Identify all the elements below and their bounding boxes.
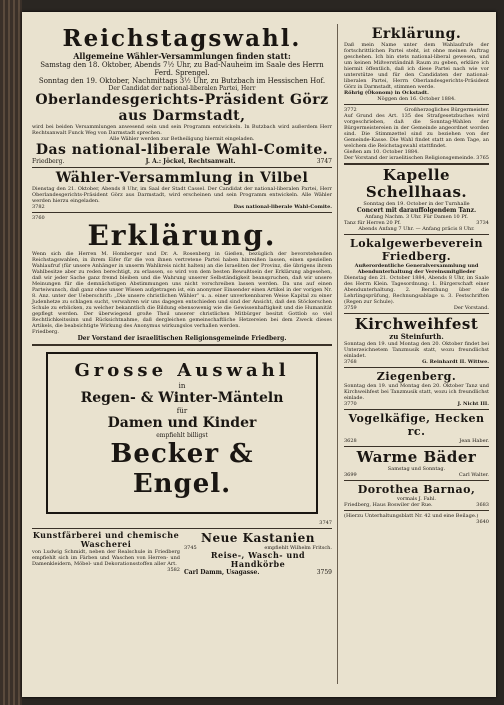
dorothea-title: Dorothea Barnao,	[357, 483, 476, 496]
kapelle-l3: Anfang Nachm. 3 Uhr. Für Damen 10 Pf.	[365, 214, 468, 220]
kastanien-text: empfiehlt Wilhelm Fritsch.	[264, 545, 332, 551]
reichstag-line2: Sonntag den 19. Oktober, Nachmittags 3½ Uhr, zu Butzbach im Hessischen Hof.	[38, 77, 326, 85]
kapelle-l4: Tanz für Herren 20 Pf.	[344, 220, 401, 226]
ad-becker-engel: Becker & Engel.	[110, 439, 254, 499]
kirchweih-text: Sonntag den 19. und Montag den 20. Oktober findet bei Unterzeichnetem Tanzmusik statt, wozu freundlichst einladet.	[344, 341, 489, 359]
divider	[344, 510, 489, 511]
kunstfaerberei-num: 3582	[167, 567, 180, 573]
kapelle-title: Kapelle Schellhaas.	[365, 166, 468, 201]
dorothea-num: 3683	[476, 502, 489, 508]
reichstag-candidate: Oberlandesgerichts-Präsident Görz aus Darmstadt,	[35, 92, 329, 124]
erklaerung2-date: Nöggen den 16. October 1884.	[377, 96, 456, 102]
erklaerung-title: Erklärung.	[87, 219, 277, 252]
koerbe-num: 3759	[316, 569, 332, 576]
kirchweih-sub: zu Steinfurth.	[389, 332, 444, 341]
kapelle-l5: Abends Anfang 7 Uhr. — Anfang präcis 8 Uhr.	[358, 226, 475, 232]
kunstfaerberei-ad	[32, 531, 180, 576]
erklaerung-place: Friedberg.	[32, 329, 59, 335]
erklaerung2-sign: Röhrig (Ökonom) in Ockstadt.	[344, 90, 429, 96]
warme-sign: Carl Walter.	[458, 472, 489, 478]
kapelle-l1: Sonntag den 19. October in der Turnhalle	[363, 201, 470, 207]
ziegenberg-text: Sonntag den 19. und Montag den 20. Oktober Tanz und Kirchweihfest bei Tanzmusik statt, wozu ich freundlichst einlade.	[344, 383, 489, 401]
erklaerung2-text: Daß mein Name unter dem Wahlaufrufe der fortschrittlichen Partei steht, ist ohne meinen Auftrag geschehen. Ich bin stets national-liberal gewesen, und um keinen Mißverständniß Raum zu geben, erkläre ich hiermit öffentlich, daß ich diese Partei nach wie vor unterstütze und für den Candidaten der national-liberalen Partei, Herrn Oberlandesgerichts-Präsident Görz in Darmstadt, stimmen werde.	[344, 42, 489, 90]
divider	[32, 344, 332, 346]
ad-damen-kinder: Damen und Kinder	[107, 415, 257, 431]
kastanien-num: 3745	[184, 545, 197, 551]
notice-num2: 3765	[476, 155, 489, 161]
voegel-sign: Jean Haber.	[459, 438, 489, 444]
ziegenberg-title: Ziegenberg.	[376, 370, 457, 383]
notice-header: Großherzogliches Bürgermeister.	[404, 107, 489, 113]
book-binding	[0, 0, 22, 705]
footer-note: (Hierzu Unterhaltungsblatt Nr. 42 und eine Beilage.)	[344, 513, 479, 519]
footer-num: 3640	[476, 519, 489, 525]
reichstag-committee: Das national-liberale Wahl-Comite.	[35, 142, 329, 158]
lokal-sub: Außerordentliche Generalversammlung und Abendunterhaltung der Vereinsmitglieder	[354, 263, 479, 275]
divider	[32, 528, 332, 529]
notice-text: Auf Grund des Art. 135 des Strafgesetzbuches wird vorgeschrieben, daß die Sonntag-Wahlen der Bürgermeistereien in der Gemeinde angeordnet worden sind. Die Stimmzettel sind zu beziehen von der Gemeinde-Kasse. Die Wahl findet statt an dem Tage, an welchem die Reichstagswahl stattfindet.	[344, 113, 489, 149]
notice-num: 3772	[344, 107, 357, 113]
vilbel-sign-row	[32, 204, 332, 210]
divider	[344, 367, 489, 368]
divider	[344, 446, 489, 447]
reichstag-line3: Der Candidat der national-liberalen Partei, Herr	[108, 85, 256, 92]
notice-sign: Der Vorstand der israelitischen Religionsgemeinde.	[344, 155, 475, 161]
kastanien-title: Neue Kastanien	[200, 531, 316, 545]
voegel-title: Vogelkäfige, Hecken rc.	[348, 412, 485, 438]
warme-title: Warme Bäder	[356, 448, 477, 466]
kirchweih-num: 3768	[344, 359, 357, 365]
ziegenberg-sign: J. Nicht III.	[457, 401, 489, 407]
reichstag-place: Friedberg.	[32, 158, 65, 165]
erklaerung2-title: Erklärung.	[371, 26, 462, 42]
lokal-sign: Der Vorstand.	[453, 305, 489, 311]
divider	[344, 480, 489, 481]
kirchweih-title: Kirchweihfest	[354, 315, 479, 333]
lokal-text: Dienstag den 21. October 1884, Abends 8 Uhr, im Saale des Herrn Klein. Tagesordnung: 1. Bürgerschaft einer Abendunterhaltung. 2. Berathung über die Lehrlingsprüfung, Rechnungsablage u. 3. Festschriften (Regen zur Schule).	[344, 275, 489, 305]
ad-grosse-auswahl: Grosse Auswahl	[74, 360, 290, 381]
divider	[344, 104, 489, 105]
koerbe-sign: Carl Damm, Usagasse.	[184, 569, 260, 576]
vilbel-num: 3782	[32, 204, 45, 210]
ziegenberg-num: 3770	[344, 401, 357, 407]
divider	[344, 409, 489, 410]
left-column	[32, 26, 332, 576]
reichstag-subtitle: Allgemeine Wähler-Versammlungen finden statt:	[73, 51, 291, 61]
divider	[32, 167, 332, 168]
lokal-title: Lokalgewerbeverein Friedberg.	[349, 237, 483, 263]
warme-num: 3699	[344, 472, 357, 478]
ad-in: in	[178, 382, 186, 390]
reichstag-line1: Samstag den 18. Oktober, Abends 7½ Uhr, zu Bad-Nauheim im Saale des Herrn Ferd. Sprengel.	[40, 61, 324, 77]
ad-num: 3747	[319, 520, 332, 526]
warme-sub: Samstag und Sonntag.	[387, 466, 446, 472]
reichstag-line5: Alle Wähler werden zur Betheiligung hiermit eingeladen.	[109, 136, 255, 142]
erklaerung-sign: Der Vorstand der israelitischen Religionsgemeinde Friedberg.	[77, 335, 287, 342]
kastanien-ad	[184, 531, 332, 576]
divider	[32, 212, 332, 213]
voegel-num: 3628	[344, 438, 357, 444]
lokal-num: 3759	[344, 305, 357, 311]
kapelle-l2: Concert mit darauffolgendem Tanz.	[356, 207, 477, 214]
newspaper-page	[22, 12, 496, 697]
reichstag-name: J. A.: Jöckel, Rechtsanwalt.	[145, 158, 236, 165]
reichstag-title: Reichstagswahl.	[62, 25, 302, 52]
kirchweih-sign: G. Reinhardt II. Wittwe.	[422, 359, 489, 365]
dorothea-text: Friedberg, Haus Boswiler der Rue.	[344, 502, 433, 508]
vilbel-text: Dienstag den 21. Oktober, Abends 8 Uhr, im Saal der Stadt Cassel. Der Candidat der national-liberalen Partei, Herr Oberlandesgerichts-Präsident Görz aus Darmstadt, wird erscheinen und sein Programm entwickeln. Alle Wähler werden hierzu eingeladen.	[32, 186, 332, 204]
vilbel-title: Wähler-Versammlung in Vilbel	[55, 170, 309, 186]
koerbe-title: Reise-, Wasch- und Handkörbe	[210, 550, 306, 569]
erklaerung-text: Wenn sich die Herren M. Homberger und Dr. A. Rosenberg in Gießen, bezüglich der bevorstehenden Reichstagswahlen, in ihrem Eifer für die von ihnen vertretene Partei haben hinreißen lassen, einen speziellen Wahlaufruf (für unsere Anhänger in unserm Wahlkreis nicht halten) an die Israeliten der Provinz, die übrigens ihrem Wahlbesitze aber zu reden berechtigt, zu erlassen, so wird von dem besten Bewußtsein der Erklärung abgesehen, daß wir jeder Sache ganz fremd bleiben und die Wahrung unserer Selbständigkeit beanspruchen, daß wir unsere Meinungen für die demnächstigen Abstimmungen uns nicht vorschreiben lassen werden. Da uns auf einen Parteiwunsch, daß ganz ohne unser Wissen aufgetragen ist, ein anonymer Einsender einen Artikel in der vorigen Nr. 8. Anz. unter der Ueberschrift: „Die unsere christlichen Wähler“ u. a. einer unverkennbaren Weise Kapital zu einer Judenhetze zu schlagen sucht, verwahren wir uns dagegen entschieden und sind der Ansicht, daß den Stöckerschen Schule zu erblicken, zu welcher bekanntlich die Bildung ebensowenig wie die Gewissenhaftigkeit und die Humanität gepflegt werden. Der überwiegend große Theil unserer christlichen Mitbürger besitzt Gottlob so viel Rechtlichkeitssinn und Rücksichtnahme, daß dergleichen gemeinschaftliche Hetzereien bei dem Zweck dieses Artikels, die beabsichtigte Wirkung des Anonymus wirkungslos verhallen werden.	[32, 251, 332, 329]
reichstag-line4: wird bei beiden Versammlungen anwesend sein und sein Programm entwickeln. In Butzbach wird außerdem Herr Rechtsanwalt Funck Weg von Darmstadt sprechen.	[32, 124, 332, 136]
footer-ads	[32, 531, 332, 576]
dorothea-sub: vormals J. Fahl.	[396, 496, 437, 502]
notice-date: Gießen am 10. October 1884.	[344, 149, 419, 155]
divider	[344, 234, 489, 235]
divider	[344, 313, 489, 314]
ad-regen-maenteln: Regen- & Winter-Mänteln	[80, 390, 284, 406]
kapelle-num: 3734	[476, 220, 489, 226]
kunstfaerberei-text: von Ludwig Schmidt, neben der Realschule in Friedberg empfiehlt sich im Färben und Waschen von Herren- und Damenkleidern, Möbel- und Dekorationsstoffen aller Art.	[32, 549, 180, 567]
ad-fuer: für	[176, 407, 188, 415]
becker-engel-ad	[46, 352, 318, 514]
column-rule	[337, 24, 338, 684]
kunstfaerberei-title: Kunstfärberei und chemische Wascherei	[32, 530, 180, 549]
reichstag-num: 3747	[316, 158, 332, 165]
right-column	[344, 26, 489, 525]
ad-empfiehlt: empfiehlt billigst	[156, 432, 208, 439]
erklaerung-num: 3760	[32, 215, 45, 221]
divider	[344, 163, 489, 165]
reichstag-sign-row	[32, 158, 332, 165]
vilbel-sign: Das national-liberale Wahl-Comite.	[233, 204, 332, 210]
